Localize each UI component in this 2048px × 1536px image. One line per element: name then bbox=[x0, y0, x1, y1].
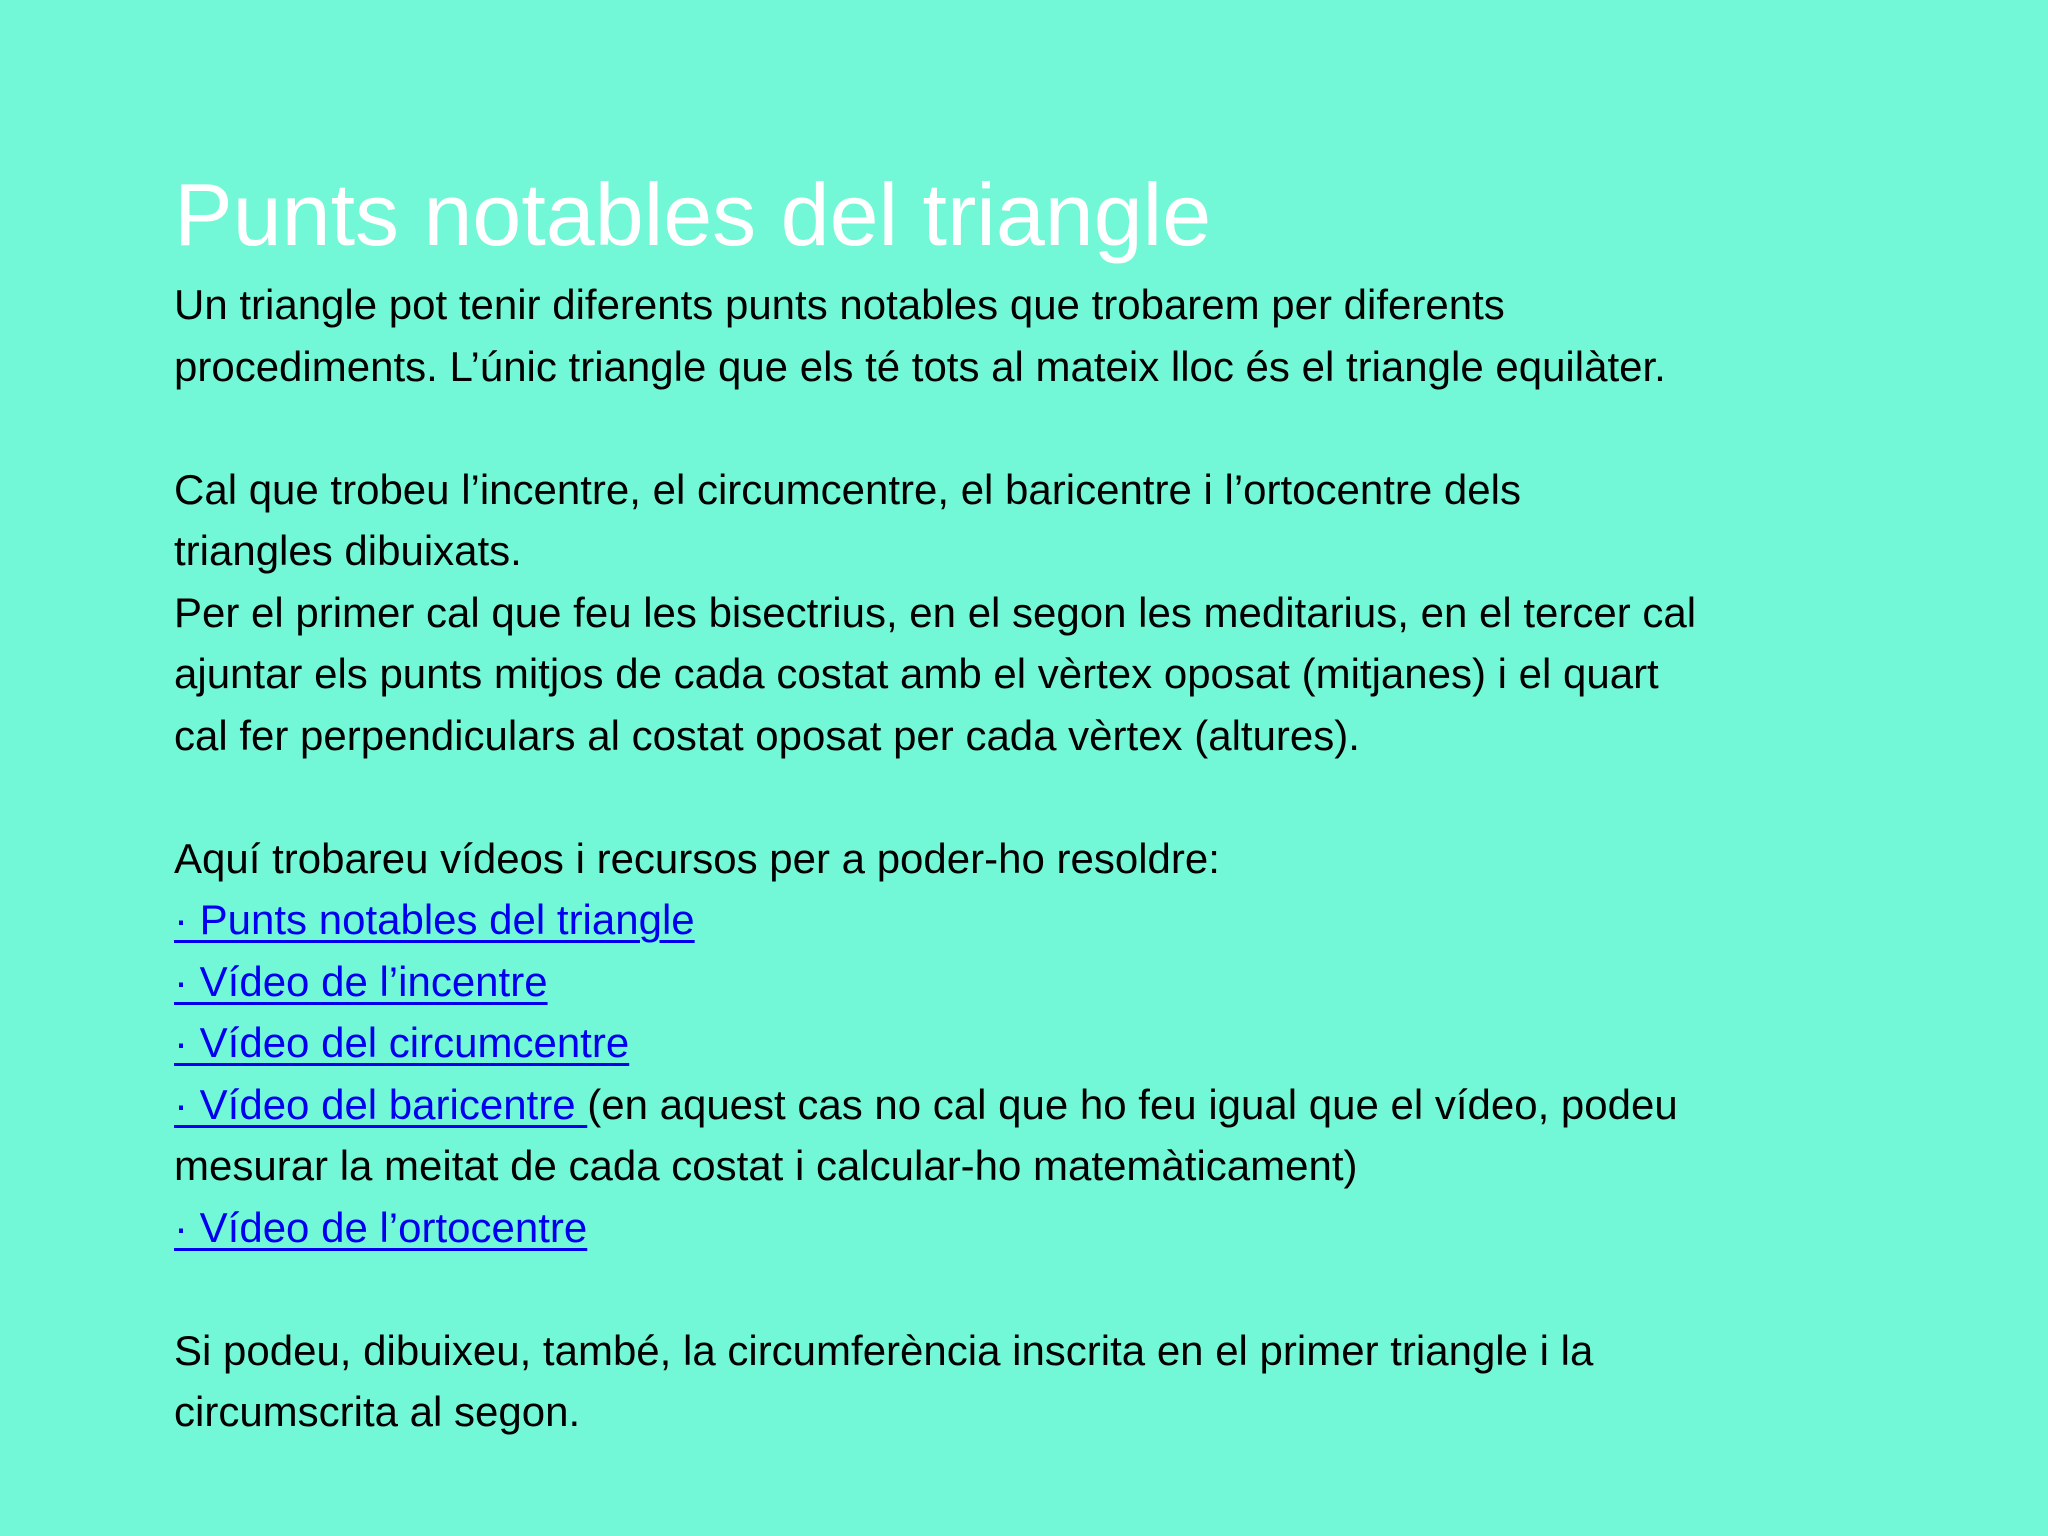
blank-line bbox=[174, 1258, 1934, 1320]
resource-row-incentre bbox=[174, 951, 1934, 1013]
resource-row-punts bbox=[174, 889, 1934, 951]
closing-line-1: Si podeu, dibuixeu, també, la circumferència inscrita en el primer triangle i la bbox=[174, 1326, 1594, 1374]
blank-line bbox=[174, 766, 1934, 828]
link-video-ortocentre[interactable]: · Vídeo de l’ortocentre bbox=[174, 1203, 588, 1251]
baricentre-note-continued: mesurar la meitat de cada costat i calcular-ho matemàticament) bbox=[174, 1142, 1358, 1189]
slide-body bbox=[174, 274, 1934, 1443]
link-punts-notables[interactable]: · Punts notables del triangle bbox=[174, 896, 695, 943]
resource-row-circumcentre bbox=[174, 1012, 1934, 1074]
closing-line-2: circumscrita al segon. bbox=[174, 1388, 581, 1435]
link-video-circumcentre[interactable]: · Vídeo del circumcentre bbox=[174, 1019, 630, 1066]
task-line-2: triangles dibuixats. bbox=[174, 527, 522, 574]
resource-row-baricentre bbox=[174, 1074, 1934, 1136]
task-line-1: Cal que trobeu l’incentre, el circumcentre, el baricentre i l’ortocentre dels bbox=[174, 465, 1521, 513]
link-video-baricentre[interactable]: · Vídeo del baricentre bbox=[174, 1080, 588, 1128]
task-line-3: Per el primer cal que feu les bisectrius, en el segon les meditarius, en el tercer cal bbox=[174, 588, 1697, 636]
slide-title: Punts notables del triangle bbox=[174, 165, 1212, 264]
baricentre-note: (en aquest cas no cal que ho feu igual que el vídeo, podeu bbox=[587, 1080, 1678, 1128]
link-video-incentre[interactable]: · Vídeo de l’incentre bbox=[174, 957, 548, 1005]
task-line-5: cal fer perpendiculars al costat oposat per cada vèrtex (altures). bbox=[174, 711, 1360, 759]
intro-line-1: Un triangle pot tenir diferents punts notables que trobarem per diferents bbox=[174, 281, 1505, 328]
blank-line bbox=[174, 397, 1934, 459]
intro-line-2: procediments. L’únic triangle que els té tots al mateix lloc és el triangle equilàter. bbox=[174, 342, 1666, 390]
resources-heading: Aquí trobareu vídeos i recursos per a poder-ho resoldre: bbox=[174, 834, 1220, 882]
resource-row-ortocentre bbox=[174, 1197, 1934, 1259]
task-line-4: ajuntar els punts mitjos de cada costat amb el vèrtex oposat (mitjanes) i el quart bbox=[174, 650, 1659, 697]
